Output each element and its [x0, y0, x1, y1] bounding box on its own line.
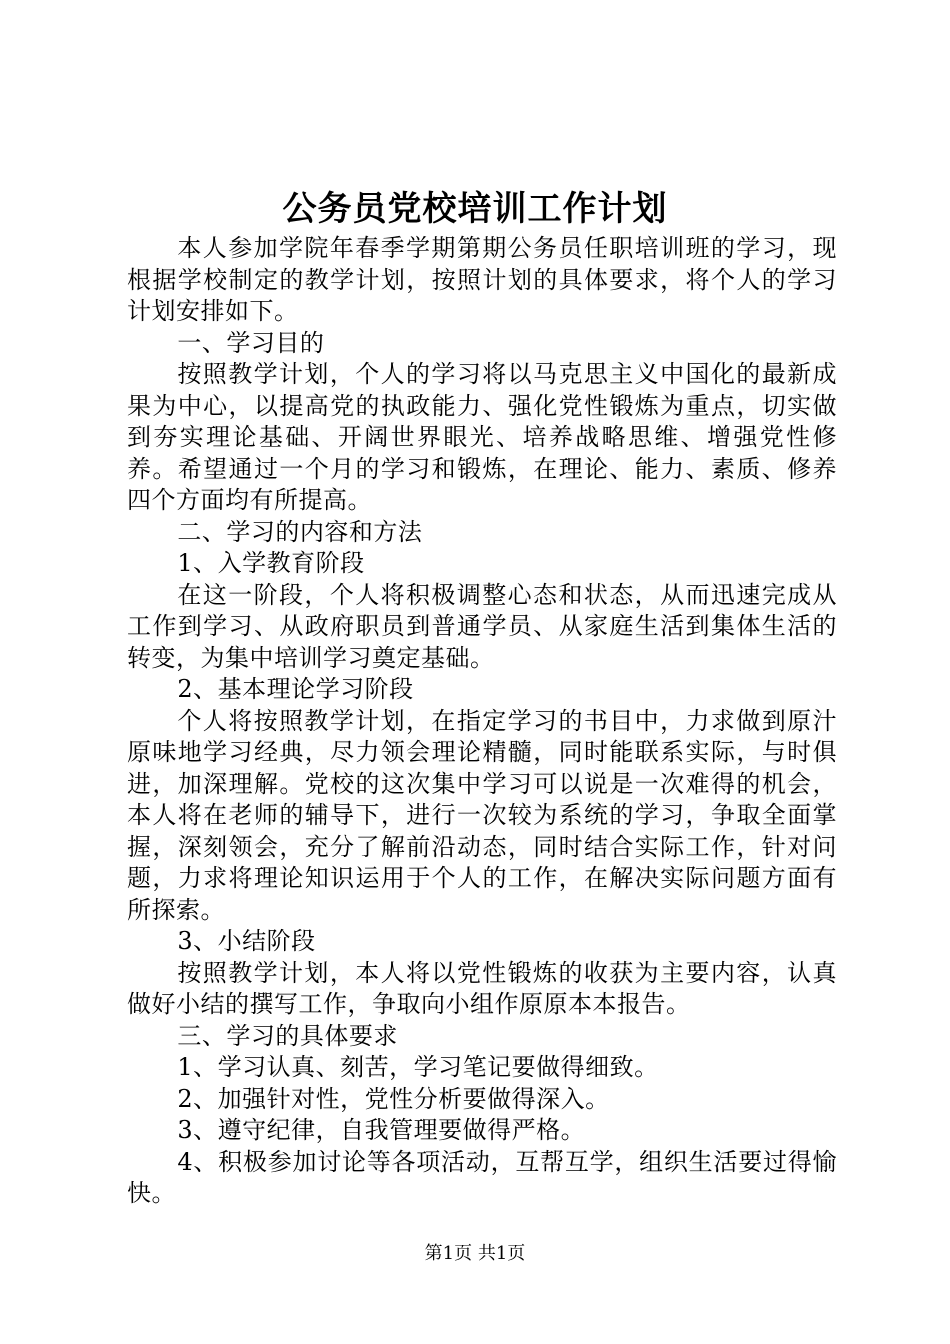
requirement-item-1: 1、学习认真、刻苦，学习笔记要做得细致。 — [177, 1053, 659, 1081]
paragraph-orientation-stage: 在这一阶段，个人将积极调整心态和状态，从而迅速完成从工作到学习、从政府职员到普通学员、从家庭生活到集体生活的转变，为集中培训学习奠定基础。 — [127, 580, 837, 672]
requirement-item-4: 4、积极参加讨论等各项活动，互帮互学，组织生活要过得愉快。 — [127, 1147, 837, 1207]
document-title: 公务员党校培训工作计划 — [282, 189, 668, 229]
document-body — [127, 233, 837, 1210]
paragraph-intro: 本人参加学院年春季学期第期公务员任职培训班的学习，现根据学校制定的教学计划，按照计划的具体要求，将个人的学习计划安排如下。 — [127, 234, 837, 325]
requirement-item-3: 3、遵守纪律，自我管理要做得严格。 — [177, 1116, 586, 1144]
page-footer: 第1页 共1页 — [424, 1243, 526, 1264]
heading-specific-requirements: 三、学习的具体要求 — [177, 1021, 398, 1050]
subheading-summary-stage: 3、小结阶段 — [177, 927, 316, 955]
subheading-theory-stage: 2、基本理论学习阶段 — [177, 675, 414, 703]
heading-content-and-methods: 二、学习的内容和方法 — [177, 517, 423, 546]
subheading-orientation-stage: 1、入学教育阶段 — [177, 549, 365, 577]
paragraph-summary-stage: 按照教学计划，本人将以党性锻炼的收获为主要内容，认真做好小结的撰写工作，争取向小组作原原本本报告。 — [127, 958, 837, 1018]
heading-learning-purpose: 一、学习目的 — [177, 328, 325, 357]
paragraph-learning-purpose: 按照教学计划，个人的学习将以马克思主义中国化的最新成果为中心，以提高党的执政能力、强化党性锻炼为重点，切实做到夯实理论基础、开阔世界眼光、培养战略思维、增强党性修养。希望通过一个月的学习和锻炼，在理论、能力、素质、修养四个方面均有所提高。 — [127, 360, 837, 514]
paragraph-theory-stage: 个人将按照教学计划，在指定学习的书目中，力求做到原汁原味地学习经典，尽力领会理论精髓，同时能联系实际，与时俱进，加深理解。党校的这次集中学习可以说是一次难得的机会，本人将在老师的辅导下，进行一次较为系统的学习，争取全面掌握，深刻领会，充分了解前沿动态，同时结合实际工作，针对问题，力求将理论知识运用于个人的工作，在解决实际问题方面有所探索。 — [127, 706, 837, 924]
requirement-item-2: 2、加强针对性，党性分析要做得深入。 — [177, 1084, 610, 1113]
